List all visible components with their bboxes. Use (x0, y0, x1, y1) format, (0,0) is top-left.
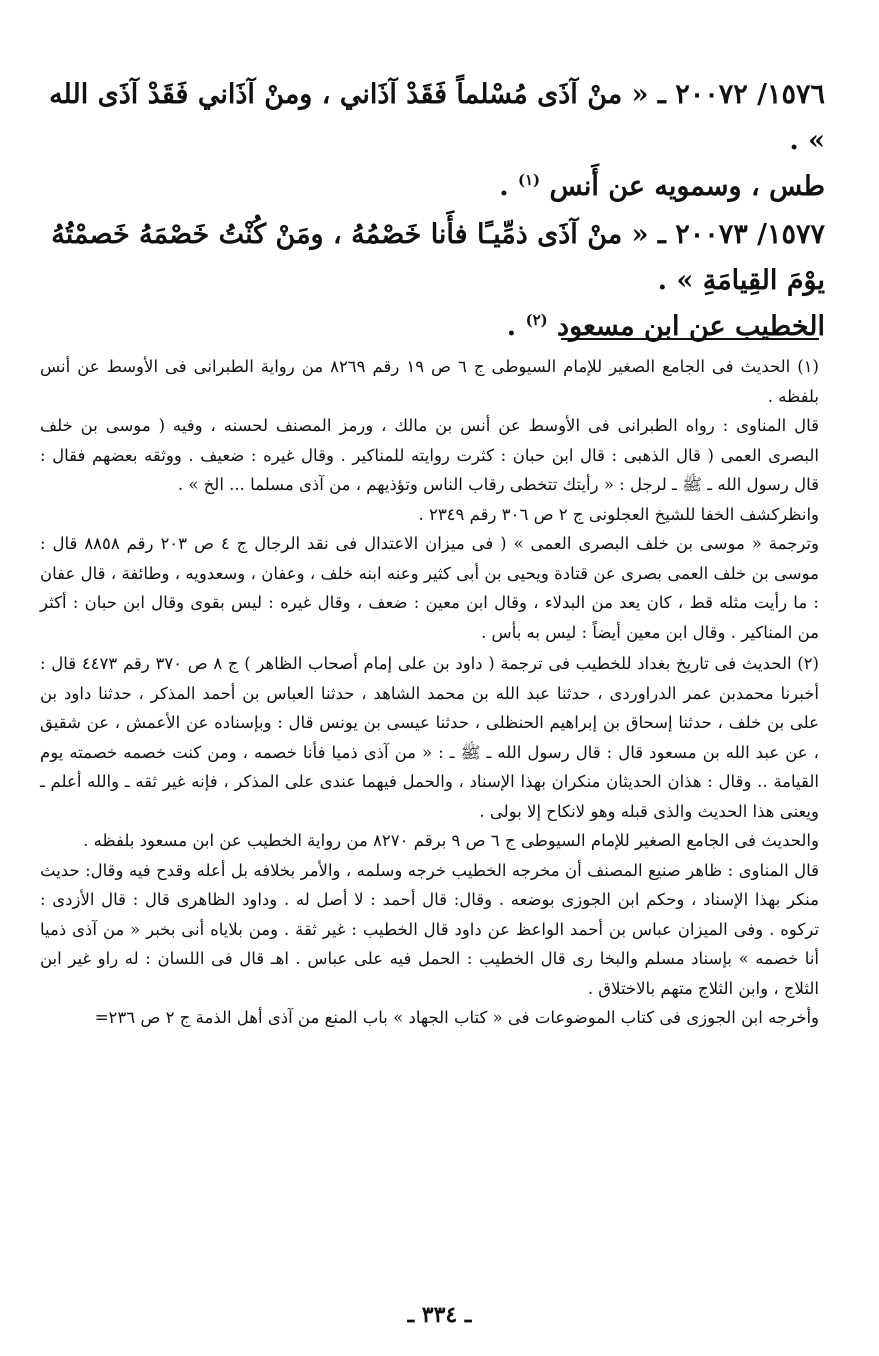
footnote-1: (١) الحديث فى الجامع الصغير للإمام السيوطى ج ٦ ص ١٩ رقم ٨٢٦٩ من رواية الطبرانى فى الأوسط عن أنس بلفظه . (40, 357, 819, 406)
hadith-section (48, 72, 825, 352)
hadith-1577-source-text: الخطيب عن ابن مسعود (557, 311, 825, 342)
hadith-1576-source: طس ، وسمويه عن أَنس $^{(١)}$ . (499, 171, 825, 202)
hadith-1577-text: ١٥٧٧/ ٢٠٠٧٣ ـ « منْ آذَى ذمِّيـًا فأَنا خَصْمُهُ ، ومَنْ كُنْتُ خَصْمَهُ خَصمْتُهُ يوْمَ القِيامَةِ » . (51, 219, 825, 296)
footnote-1-tarjama: وترجمة « موسى بن خلف البصرى العمى » ( فى ميزان الاعتدال فى نقد الرجال ج ٤ ص ٢٠٣ رقم ٨٨٥٨ قال : موسى بن خلف العمى بصرى عن قتادة ويحيى بن أبى كثير وعنه ابنه خلف ، وعفان ، وسعدويه ، وطائفة ، قال عفان : ما رأيت مثله قط ، كان يعد من البدلاء ، وقال ابن معين : ضعف ، وقال غيره : ليس بقوى وقال ابن حبان : أكثر من المناكير . وقال ابن معين أيضاً : ليس به بأس . (40, 534, 820, 642)
footnote-2: (٢) الحديث فى تاريخ بغداد للخطيب فى ترجمة ( داود بن على إمام أصحاب الظاهر ) ج ٨ ص ٣٧٠ رقم ٤٤٧٣ قال : أخبرنا محمدبن عمر الدراوردى ، حدثنا عبد الله بن محمد الشاهد ، حدثنا العباس بن أحمد المذكر ، حدثنا داود بن على بن خلف ، حدثنا إسحاق بن إبراهيم الحنظلى ، حدثنا عيسى بن يونس قال : وبإسناده عن الأعمش ، عن شقيق ، عن عبد الله بن مسعود قال : قال رسول الله ـ ﷺ ـ : « من آذى ذميا فأنا خصمه ، ومن كنت خصمه خصمته يوم القيامة .. وقال : هذان الحديثان منكران بهذا الإسناد ، والحمل فيهما عندى على المذكر ، فإنه غير ثقه ـ والله أعلم ـ ويعنى هذا الحديث والذى قبله وهو لانكاح إلا بولى . (40, 654, 819, 821)
footnote-2-mawdu: وأخرجه ابن الجوزى فى كتاب الموضوعات فى « كتاب الجهاد » باب المنع من آذى أهل الذمة ج ٢ ص ٢٣٦= (94, 1008, 819, 1027)
hadith-1576-text: ١٥٧٦/ ٢٠٠٧٢ ـ « منْ آذَى مُسْلماً فَقَدْ آذَاني ، ومنْ آذَاني فَقَدْ آذَى الله » . (49, 79, 825, 156)
footnote-2-munawi: قال المناوى : ظاهر صنيع المصنف أن مخرجه الخطيب خرجه وسلمه ، والأمر بخلافه بل أعله وقدح فيه وقال: حديث منكر بهذا الإسناد ، وحكم ابن الجوزى بوضعه . وقال: قال أحمد : لا أصل له . وداود الظاهرى قال : قال الأزدى : تركوه . وفى الميزان عباس بن أحمد الواعظ عن داود قال الخطيب : غير ثقة . ومن بلاياه أنى بخبر « من آذى ذميا أنا خصمه » بإسناد مسلم والبخا رى قال الخطيب : الحمل فيه على عباس . اهـ قال فى اللسان : له راو غير ابن الثلاج ، وابن الثلاج متهم بالاختلاق . (40, 860, 819, 998)
footnote-1-kashf: وانظركشف الخفا للشيخ العجلونى ج ٢ ص ٣٠٦ رقم ٢٣٤٩ . (418, 504, 819, 524)
page-number: ـ ٣٣٤ ـ (407, 1302, 472, 1328)
footnote-ref-2: (٢) (525, 311, 548, 329)
footnote-ref-1: (١) (518, 171, 541, 189)
footnote-2-jami: والحديث فى الجامع الصغير للإمام السيوطى ج ٦ ص ٩ برقم ٨٢٧٠ من رواية الخطيب عن ابن مسعود بلفظه . (83, 831, 819, 850)
footnotes-section (40, 352, 819, 1033)
hadith-1576-source-text: طس ، وسمويه عن أَنس (549, 171, 825, 202)
footnote-1-munawi: قال المناوى : رواه الطبرانى فى الأوسط عن أنس بن مالك ، ورمز المصنف لحسنه ، وفيه ( موسى بن خلف البصرى العمى ( قال الذهبى : قال ابن حبان : كثرت روايته للمناكير . وقال غيره : ضعيف . ووثقه بعضهم فقال : قال رسول الله ـ ﷺ ـ لرجل : « رأيتك تتخطى رقاب الناس وتؤذيهم ، من آذى مسلما ... الخ » . (40, 416, 819, 494)
hadith-1577-source: الخطيب عن ابن مسعود $^{(٢)}$ . (506, 311, 825, 342)
footnote-divider (561, 338, 819, 340)
